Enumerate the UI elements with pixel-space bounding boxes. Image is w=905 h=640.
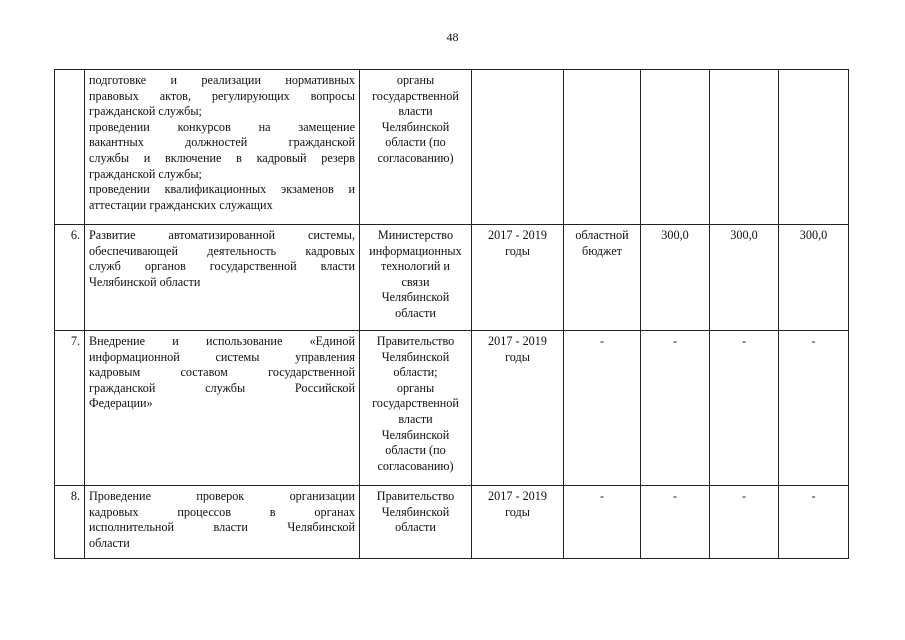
funding-source-line: - [599,489,605,503]
funding-amount-value: 300,0 [730,228,758,242]
activity-description-line: Федерации» [89,396,153,411]
executor-line: области (по [385,443,446,458]
executor-line: согласованию) [377,458,454,473]
funding-amount-value: - [811,489,816,503]
table-row [55,225,849,331]
row-number-cell [55,70,85,225]
executor-cell [360,331,472,486]
funding-amount-cell [779,486,849,559]
funding-amount-cell [779,70,849,225]
funding-source-line: - [599,334,605,348]
activity-description-line: исполнительной власти Челябинской [89,520,355,535]
period-line: 2017 - 2019 [488,228,547,242]
row-number: 8. [70,489,80,503]
executor-line: органы [396,380,435,395]
activity-description-line: подготовке и реализации нормативных [89,73,355,87]
period-cell [472,486,564,559]
activity-description-line: кадровым составом государственной [89,365,355,380]
activity-description-line: гражданской службы Российской [89,380,355,395]
activity-description-line: Развитие автоматизированной системы, [89,228,355,242]
executor-line: области; [393,365,438,380]
funding-source-cell [564,70,641,225]
funding-amount-cell [641,486,710,559]
row-number-cell [55,225,85,331]
funding-source-cell [564,225,641,331]
funding-amount-cell [710,225,779,331]
period-cell [472,331,564,486]
activity-description-line: Челябинской области [89,274,201,289]
funding-amount-value: - [811,334,816,348]
executor-line: Челябинской [381,290,450,305]
activity-description-line: гражданской службы; [89,166,202,181]
table-row [55,331,849,486]
executor-cell [360,486,472,559]
funding-source-cell [564,486,641,559]
table-row [55,486,849,559]
period-line: годы [505,349,530,364]
executor-line: Министерство [377,228,454,242]
executor-line: Челябинской [381,504,450,519]
activity-description-line: области [89,535,130,550]
activity-description-cell [85,225,360,331]
executor-line: власти [398,411,433,426]
row-number-cell [55,331,85,486]
executor-line: согласованию) [377,150,454,165]
executor-line: органы [396,73,435,87]
period-line: 2017 - 2019 [488,334,547,348]
activity-description-line: службы и включение в кадровый резерв [89,150,355,165]
executor-line: государственной [372,88,459,103]
executor-line: связи [401,274,430,289]
executor-cell [360,70,472,225]
period-line: 2017 - 2019 [488,489,547,503]
activity-description-cell [85,70,360,225]
executor-cell [360,225,472,331]
funding-source-line: областной [575,228,629,242]
executor-line: государственной [372,396,459,411]
funding-amount-cell [779,331,849,486]
executor-line: Правительство [376,489,455,503]
row-number: 6. [70,228,80,242]
activity-description-line: гражданской службы; [89,104,202,119]
funding-amount-value: - [741,334,747,348]
row-number-cell [55,486,85,559]
funding-amount-cell [710,486,779,559]
period-cell [472,70,564,225]
period-line: годы [505,504,530,519]
period-line: годы [505,243,530,258]
executor-line: области (по [385,135,446,150]
activity-description-cell [85,331,360,486]
executor-line: власти [398,104,433,119]
period-cell [472,225,564,331]
row-number: 7. [70,334,80,348]
funding-amount-value: 300,0 [661,228,689,242]
funding-amount-cell [641,331,710,486]
page-number: 48 [446,30,459,44]
activity-description-line: Внедрение и использование «Единой [89,334,355,348]
executor-line: Челябинской [381,427,450,442]
funding-amount-cell [710,70,779,225]
activity-description-line: кадровых процессов в органах [89,504,355,519]
activity-description-line: проведении квалификационных экзаменов и [89,182,355,197]
executor-line: области [395,305,436,320]
activity-description-cell [85,486,360,559]
activity-description-line: проведении конкурсов на замещение [89,119,355,134]
funding-source-line: бюджет [582,243,622,258]
activity-description-line: аттестации гражданских служащих [89,197,273,212]
executor-line: Правительство [376,334,455,348]
funding-amount-cell [641,225,710,331]
funding-amount-cell [641,70,710,225]
funding-amount-cell [779,225,849,331]
funding-amount-value: - [672,334,678,348]
activity-description-line: Проведение проверок организации [89,489,355,503]
funding-source-cell [564,331,641,486]
activity-description-line: правовых актов, регулирующих вопросы [89,88,355,103]
executor-line: технологий и [381,259,450,274]
activity-description-line: вакантных должностей гражданской [89,135,355,150]
funding-amount-cell [710,331,779,486]
funding-amount-value: - [672,489,678,503]
activity-description-line: служб органов государственной власти [89,259,355,274]
executor-line: Челябинской [381,349,450,364]
activity-description-line: информационной системы управления [89,349,355,364]
executor-line: информационных [369,243,462,258]
executor-line: области [395,520,436,535]
funding-amount-value: - [741,489,747,503]
table-row [55,70,849,225]
funding-amount-value: 300,0 [799,228,828,242]
activity-description-line: обеспечивающей деятельность кадровых [89,243,355,258]
activities-table [54,69,849,559]
executor-line: Челябинской [381,119,450,134]
